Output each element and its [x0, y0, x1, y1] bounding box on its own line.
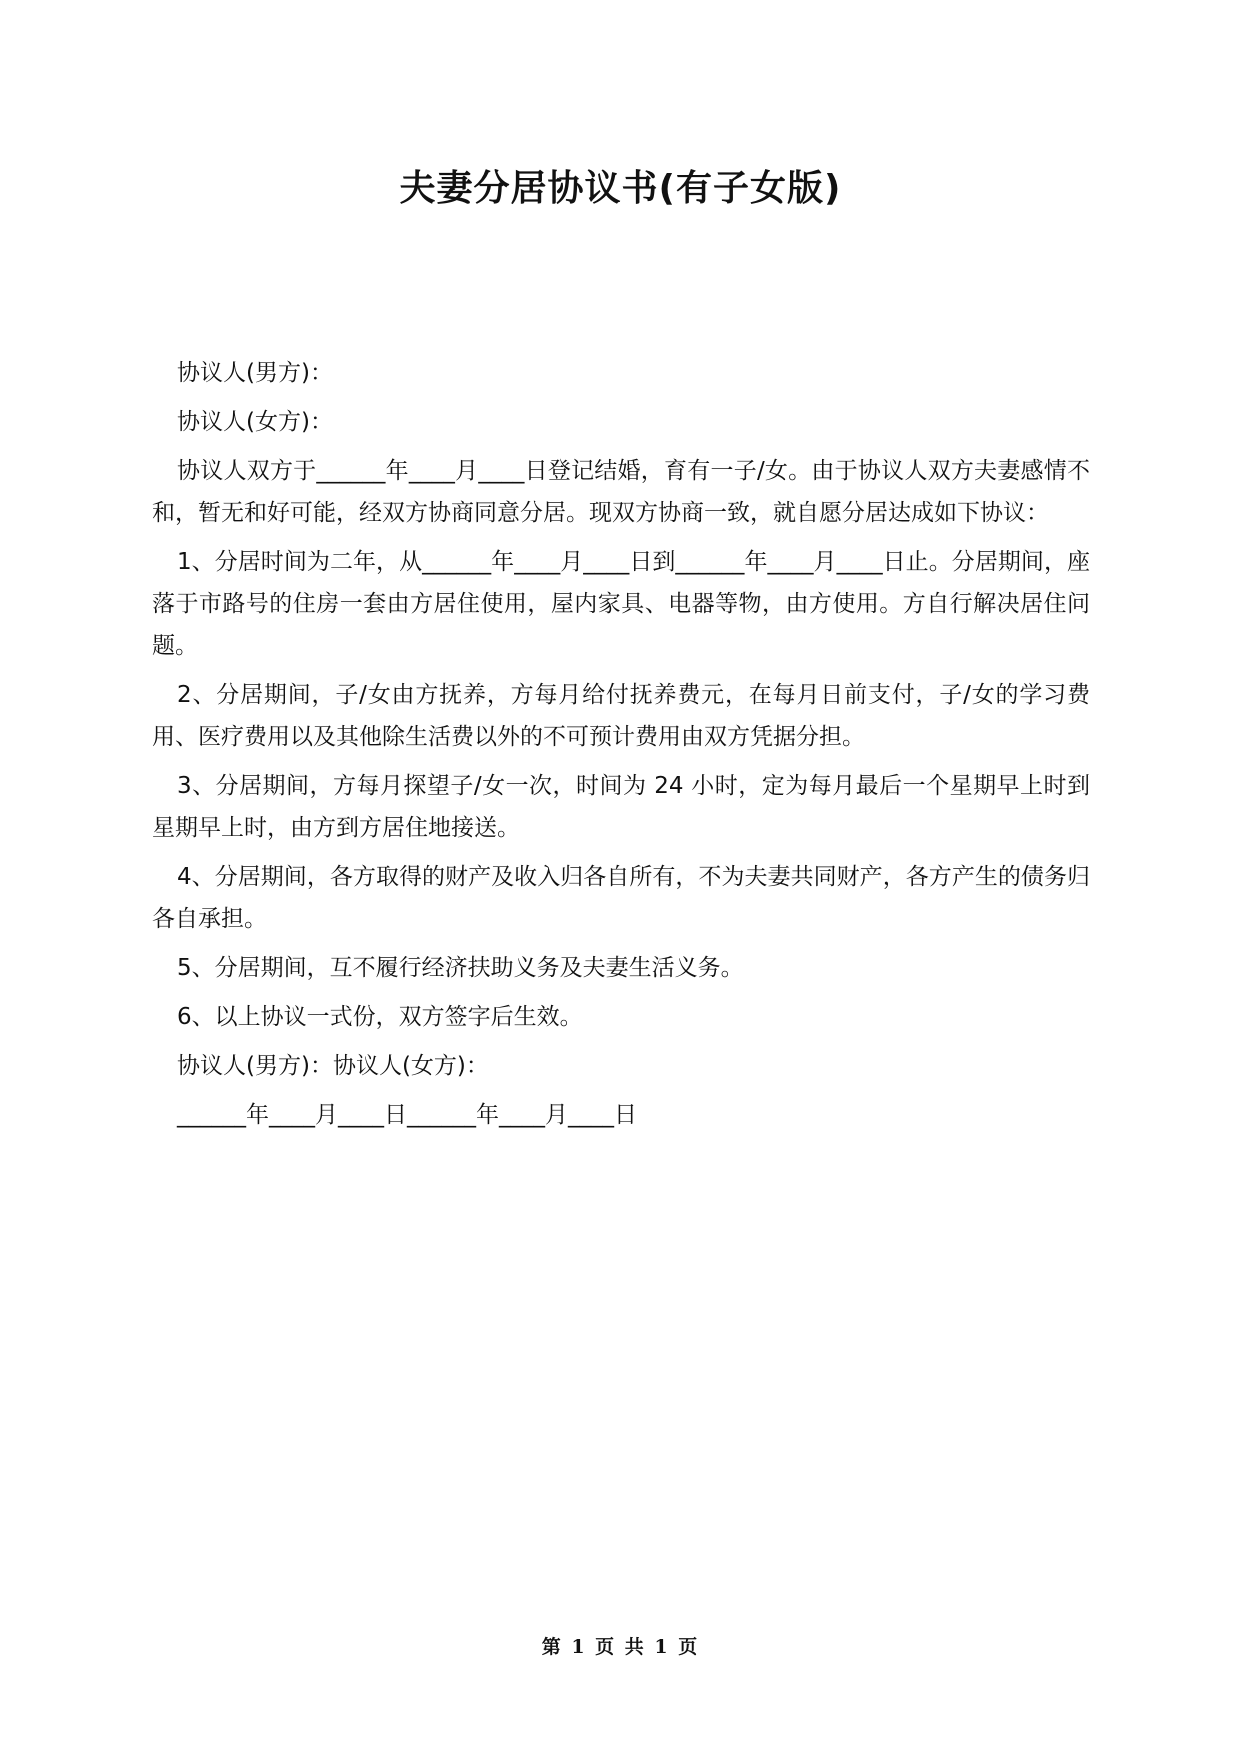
date-line: ______年____月____日______年____月____日 [177, 1102, 637, 1128]
clause-1: 1、分居时间为二年，从______年____月____日到______年____月____日止。分居期间，座落于市路号的住房一套由方居住使用，屋内家具、电器等物，由方使用。方自行解决居住问题。 [152, 549, 1090, 659]
clause-3: 3、分居期间，方每月探望子/女一次，时间为 24 小时，定为每月最后一个星期早上时到星期早上时，由方到方居住地接送。 [152, 773, 1090, 841]
signature-line: 协议人(男方)：协议人(女方)： [177, 1053, 489, 1079]
document-body [152, 352, 1090, 1143]
preamble-paragraph: 协议人双方于______年____月____日登记结婚，育有一子/女。由于协议人双方夫妻感情不和，暂无和好可能，经双方协商同意分居。现双方协商一致，就自愿分居达成如下协议： [152, 458, 1090, 526]
clause-6: 6、以上协议一式份，双方签字后生效。 [177, 1004, 583, 1030]
page-number-footer: 第 1 页 共 1 页 [541, 1636, 700, 1658]
document-title: 夫妻分居协议书(有子女版) [399, 168, 842, 209]
party-male-line: 协议人(男方)： [177, 360, 333, 386]
clause-5: 5、分居期间，互不履行经济扶助义务及夫妻生活义务。 [177, 955, 744, 981]
clause-4: 4、分居期间，各方取得的财产及收入归各自所有，不为夫妻共同财产，各方产生的债务归各自承担。 [152, 864, 1090, 932]
clause-2: 2、分居期间，子/女由方抚养，方每月给付抚养费元，在每月日前支付，子/女的学习费用、医疗费用以及其他除生活费以外的不可预计费用由双方凭据分担。 [152, 682, 1090, 750]
party-female-line: 协议人(女方)： [177, 409, 333, 435]
